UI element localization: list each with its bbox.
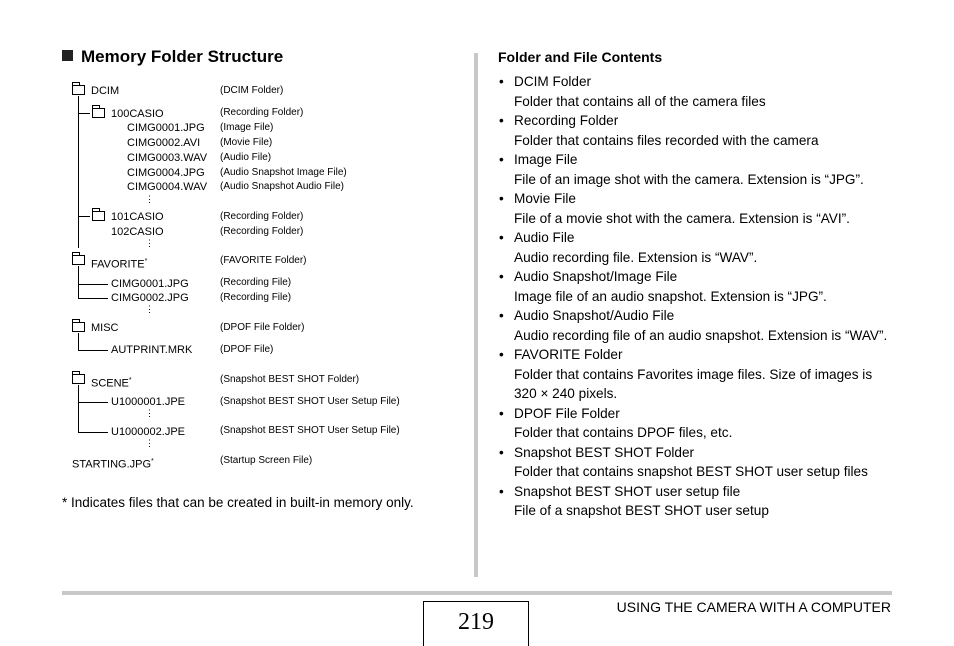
tree-line <box>78 350 108 351</box>
ellipsis-icon: ⋮ <box>145 438 154 448</box>
section-title-text: Memory Folder Structure <box>81 47 284 66</box>
list-item: • Audio Snapshot/Image File Image file of an audio snapshot. Extension is “JPG”. <box>498 267 898 306</box>
tree-u2-desc: (Snapshot BEST SHOT User Setup File) <box>220 425 400 436</box>
tree-line <box>78 432 108 433</box>
tree-line <box>78 113 90 114</box>
tree-misc: MISC <box>91 322 119 334</box>
folder-icon <box>72 322 85 332</box>
footer-section-title: USING THE CAMERA WITH A COMPUTER <box>616 599 891 615</box>
tree-line <box>78 385 79 432</box>
ellipsis-icon: ⋮ <box>145 304 154 314</box>
tree-line <box>78 96 79 248</box>
tree-file-desc: (Image File) <box>220 122 274 133</box>
tree-favorite-desc: (FAVORITE Folder) <box>220 255 307 266</box>
tree-102casio: 102CASIO <box>111 226 164 238</box>
tree-101casio: 101CASIO <box>111 211 164 223</box>
ellipsis-icon: ⋮ <box>145 194 154 204</box>
tree-file-desc: (Movie File) <box>220 137 273 148</box>
tree-starting-desc: (Startup Screen File) <box>220 455 313 466</box>
tree-fav-file-desc: (Recording File) <box>220 292 292 303</box>
tree-file-desc: (Audio File) <box>220 152 272 163</box>
tree-file: CIMG0002.AVI <box>127 137 201 149</box>
tree-file: CIMG0001.JPG <box>127 122 205 134</box>
list-item: • FAVORITE Folder Folder that contains Favorites image files. Size of images is 320 × 240 pixels. <box>498 345 898 404</box>
tree-scene-desc: (Snapshot BEST SHOT Folder) <box>220 374 360 385</box>
tree-line <box>78 266 79 298</box>
tree-autoprint-desc: (DPOF File) <box>220 344 274 355</box>
tree-line <box>78 333 79 350</box>
list-item: • DPOF File Folder Folder that contains DPOF files, etc. <box>498 404 898 443</box>
ellipsis-icon: ⋮ <box>145 238 154 248</box>
list-item: • Movie File File of a movie shot with the camera. Extension is “AVI”. <box>498 189 898 228</box>
folder-icon <box>72 374 85 384</box>
tree-fav-file-desc: (Recording File) <box>220 277 292 288</box>
tree-102casio-desc: (Recording Folder) <box>220 226 304 237</box>
tree-u1: U1000001.JPE <box>111 396 185 408</box>
footer-rule <box>62 591 892 595</box>
tree-101casio-desc: (Recording Folder) <box>220 211 304 222</box>
tree-file-desc: (Audio Snapshot Audio File) <box>220 181 344 192</box>
tree-100casio-desc: (Recording Folder) <box>220 107 304 118</box>
tree-favorite: FAVORITE* <box>91 258 148 271</box>
tree-line <box>78 298 108 299</box>
contents-title: Folder and File Contents <box>498 49 663 65</box>
list-item: • Image File File of an image shot with the camera. Extension is “JPG”. <box>498 150 898 189</box>
tree-file: CIMG0004.WAV <box>127 181 208 193</box>
tree-scene: SCENE* <box>91 377 132 390</box>
tree-line <box>78 216 90 217</box>
square-bullet-icon <box>62 50 73 61</box>
tree-file: CIMG0004.JPG <box>127 167 205 179</box>
tree-file-desc: (Audio Snapshot Image File) <box>220 167 347 178</box>
tree-file: CIMG0003.WAV <box>127 152 208 164</box>
tree-autoprint: AUTPRINT.MRK <box>111 344 193 356</box>
section-title <box>62 47 283 67</box>
list-item: • Audio File Audio recording file. Extension is “WAV”. <box>498 228 898 267</box>
tree-fav-file: CIMG0001.JPG <box>111 278 189 290</box>
list-item: • Audio Snapshot/Audio File Audio recording file of an audio snapshot. Extension is “WAV”. <box>498 306 898 345</box>
page-number: 219 <box>423 601 529 646</box>
column-divider <box>474 53 478 577</box>
ellipsis-icon: ⋮ <box>145 408 154 418</box>
tree-u1-desc: (Snapshot BEST SHOT User Setup File) <box>220 396 400 407</box>
tree-u2: U1000002.JPE <box>111 426 185 438</box>
tree-line <box>78 402 108 403</box>
folder-icon <box>72 85 85 95</box>
tree-fav-file: CIMG0002.JPG <box>111 292 189 304</box>
contents-list <box>498 72 898 521</box>
list-item: • Snapshot BEST SHOT user setup file File of a snapshot BEST SHOT user setup <box>498 482 898 521</box>
list-item: • Snapshot BEST SHOT Folder Folder that contains snapshot BEST SHOT user setup files <box>498 443 898 482</box>
list-item: • DCIM Folder Folder that contains all of the camera files <box>498 72 898 111</box>
tree-starting: STARTING.JPG* <box>72 458 154 471</box>
tree-dcim: DCIM <box>91 85 120 97</box>
folder-icon <box>92 211 105 221</box>
footnote: * Indicates files that can be created in built-in memory only. <box>62 495 414 510</box>
tree-misc-desc: (DPOF File Folder) <box>220 322 305 333</box>
tree-100casio: 100CASIO <box>111 108 164 120</box>
tree-line <box>78 284 108 285</box>
folder-icon <box>92 108 105 118</box>
list-item: • Recording Folder Folder that contains files recorded with the camera <box>498 111 898 150</box>
folder-icon <box>72 255 85 265</box>
tree-dcim-desc: (DCIM Folder) <box>220 85 284 96</box>
